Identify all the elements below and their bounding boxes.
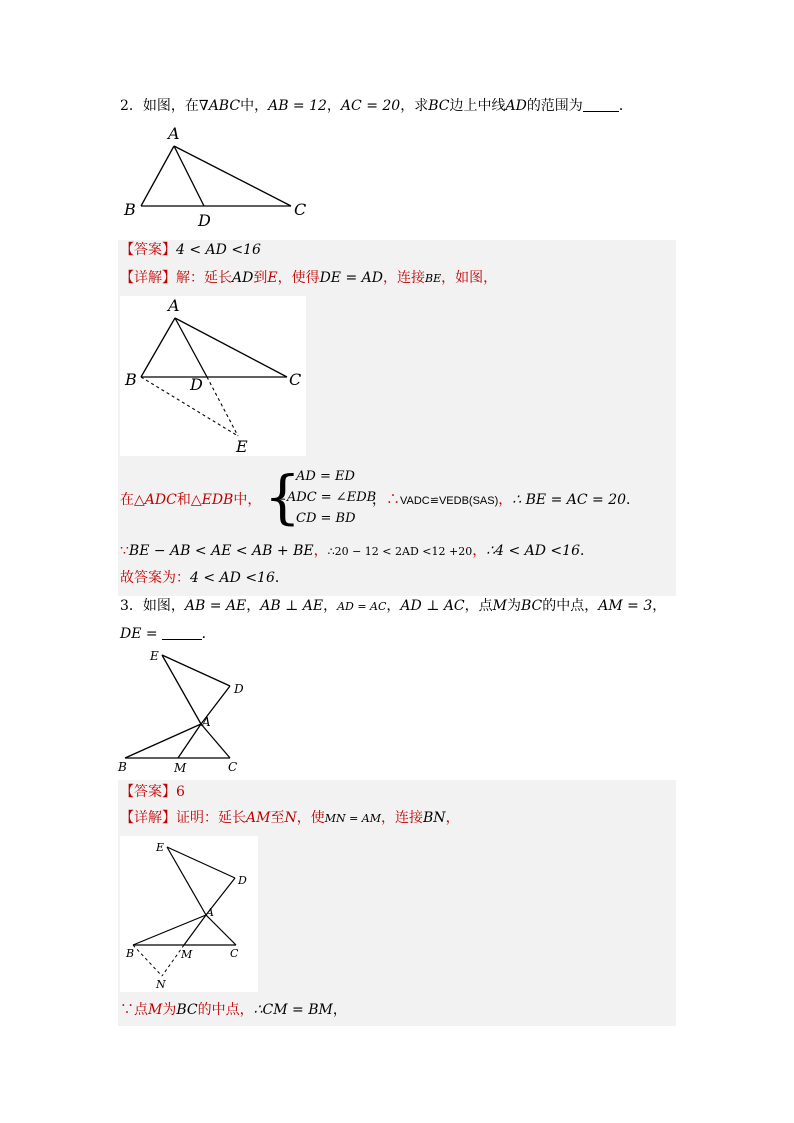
q2-answer-blank[interactable] bbox=[583, 97, 619, 112]
q3-label-d: D bbox=[234, 682, 244, 696]
q2-fig2-label-c: C bbox=[289, 370, 302, 389]
q3-label-b: B bbox=[118, 760, 127, 774]
system-brace: { bbox=[264, 463, 301, 531]
q3-label-a: A bbox=[202, 715, 211, 729]
q3-question-line-1: 3．如图，AB = AE，AB ⊥ AE，AD = AC，AD ⊥ AC，点M为BC的中点，AM = 3， bbox=[120, 598, 667, 614]
q2-inequality-line: ∵BE − AB < AE < AB + BE，∴20 − 12 < 2AD <12 +20，∴4 < AD <16． bbox=[120, 543, 594, 559]
detail-tag: 【详解】 bbox=[120, 270, 176, 286]
q3-fig2-label-m: M bbox=[181, 948, 193, 961]
q2-detail-line: 【详解】解：延长AD到E，使得DE = AD，连接BE，如图， bbox=[120, 270, 498, 286]
q2-system-conclusion: ，∴VADC≌VEDB(SAS)，∴ BE = AC = 20． bbox=[372, 492, 641, 508]
q2-answer-line: 【答案】4 < AD <16 bbox=[120, 242, 261, 258]
q3-label-m: M bbox=[174, 761, 187, 775]
q2-label-d: D bbox=[198, 211, 211, 230]
q3-fig2-label-c: C bbox=[230, 947, 239, 960]
q2-label-c: C bbox=[294, 200, 307, 219]
answer-tag: 【答案】 bbox=[120, 784, 176, 800]
q2-fig2-label-b: B bbox=[125, 370, 137, 389]
q3-label-c: C bbox=[228, 760, 238, 774]
q2-question-line: 2．如图，在∇ABC中，AB = 12，AC = 20，求BC边上中线AD的范围为 ． bbox=[120, 98, 633, 114]
q2-extended-figure bbox=[120, 296, 306, 456]
q3-question-line-2: DE = ． bbox=[120, 626, 216, 642]
q2-figure-2-frame bbox=[120, 296, 306, 456]
q3-figure-2-frame bbox=[120, 836, 258, 992]
q2-label-b: B bbox=[124, 200, 136, 219]
q2-fig2-label-a: A bbox=[168, 296, 180, 315]
q3-answer-blank[interactable] bbox=[162, 625, 202, 640]
q3-last-line: ∵点M为BC的中点，∴CM = BM， bbox=[120, 1002, 347, 1018]
system-row-2: ∠ADC = ∠EDB bbox=[276, 490, 377, 505]
q2-triangle-figure bbox=[118, 120, 318, 230]
q3-figure bbox=[114, 644, 254, 776]
system-row-3: CD = BD bbox=[296, 511, 356, 526]
answer-tag: 【答案】 bbox=[120, 242, 176, 258]
q2-fig2-label-e: E bbox=[236, 437, 248, 456]
q3-fig2-label-n: N bbox=[156, 978, 166, 991]
q2-label-a: A bbox=[168, 124, 180, 143]
system-row-1: AD = ED bbox=[296, 469, 355, 484]
q3-fig2-label-a: A bbox=[206, 906, 214, 919]
q2-system-prefix: 在△ADC和△EDB中， bbox=[120, 492, 262, 508]
q2-number: 2． bbox=[120, 98, 143, 114]
q3-label-e: E bbox=[150, 649, 159, 663]
q3-detail-line: 【详解】证明：延长AM至N，使MN = AM，连接BN， bbox=[120, 810, 460, 826]
q2-final-answer-line: 故答案为：4 < AD <16． bbox=[120, 570, 289, 586]
q3-fig2-label-b: B bbox=[126, 947, 135, 960]
q3-fig2-label-d: D bbox=[238, 874, 247, 887]
q3-extended-figure bbox=[120, 836, 258, 992]
q3-fig2-label-e: E bbox=[156, 841, 165, 854]
detail-tag: 【详解】 bbox=[120, 810, 176, 826]
q3-number: 3． bbox=[120, 598, 143, 614]
q3-answer-line: 【答案】6 bbox=[120, 784, 185, 800]
q2-fig2-label-d: D bbox=[190, 375, 203, 394]
